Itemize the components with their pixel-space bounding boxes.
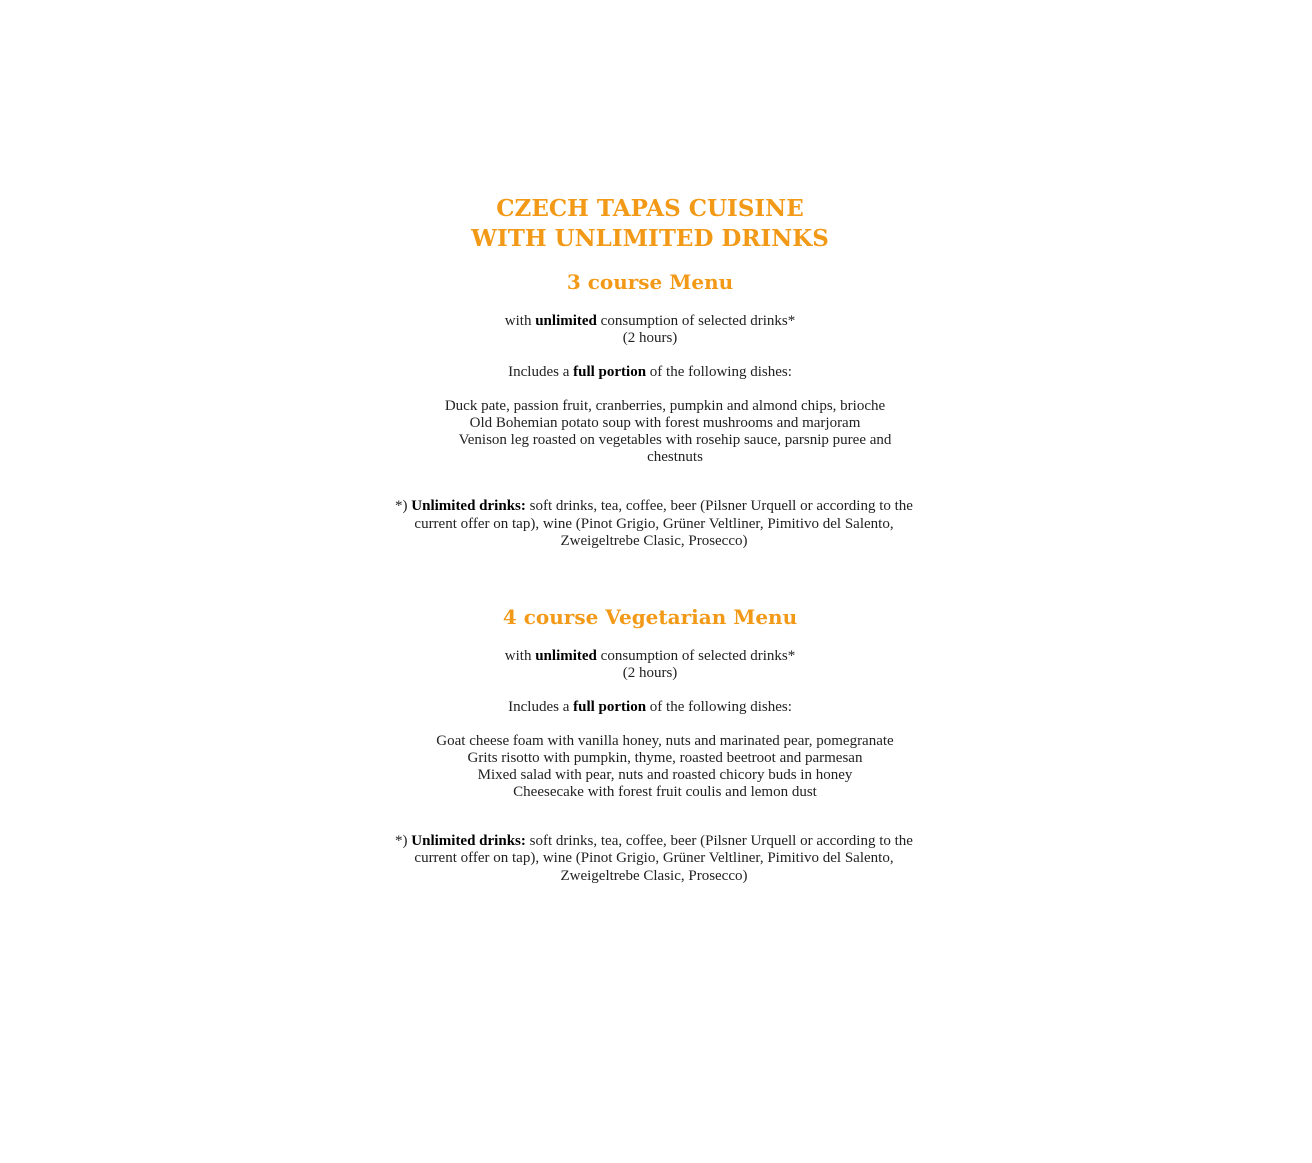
dish-item: Mixed salad with pear, nuts and roasted chicory buds in honey [477, 766, 853, 783]
title-line-1: CZECH TAPAS CUISINE [496, 195, 804, 222]
dish-item: Venison leg roasted on vegetables with rosehip sauce, parsnip puree and chestnuts [458, 432, 892, 465]
consumption-line: with unlimited consumption of selected drinks* [504, 313, 796, 329]
page-title [380, 194, 920, 254]
full-portion-label: full portion [573, 364, 647, 380]
unlimited-drinks-label: Unlimited drinks: [411, 498, 526, 514]
menu-page [380, 194, 920, 885]
unlimited-drinks-label: Unlimited drinks: [411, 832, 526, 849]
menu-heading: 3 course Menu [566, 270, 734, 294]
unlimited-label: unlimited [535, 647, 597, 664]
dish-item: Old Bohemian potato soup with forest mushrooms and marjoram [469, 415, 861, 431]
title-line-2: WITH UNLIMITED DRINKS [471, 225, 829, 252]
dish-list [380, 398, 920, 466]
unlimited-label: unlimited [535, 313, 597, 329]
consumption-line: with unlimited consumption of selected drinks* [504, 647, 796, 664]
menu-heading: 4 course Vegetarian Menu [502, 604, 798, 629]
includes-line: Includes a full portion of the following dishes: [508, 364, 792, 380]
includes-line: Includes a full portion of the following dishes: [508, 698, 792, 715]
drinks-footnote: *) Unlimited drinks: soft drinks, tea, coffee, beer (Pilsner Urquell or according to the current offer on tap), wine (Pinot Grigio, Grüner Veltliner, Pimitivo del Salento, Zweigeltrebe Clasic, Prosecco) [395, 498, 913, 549]
menu-section-3-course [380, 268, 920, 551]
duration: (2 hours) [622, 330, 678, 346]
menu-section-4-course-vegetarian [380, 603, 920, 886]
dish-item: Duck pate, passion fruit, cranberries, pumpkin and almond chips, brioche [444, 398, 886, 414]
drinks-footnote: *) Unlimited drinks: soft drinks, tea, coffee, beer (Pilsner Urquell or according to the current offer on tap), wine (Pinot Grigio, Grüner Veltliner, Pimitivo del Salento, Zweigeltrebe Clasic, Prosecco) [395, 832, 913, 884]
duration: (2 hours) [622, 664, 678, 681]
dish-list [380, 733, 920, 801]
dish-item: Grits risotto with pumpkin, thyme, roasted beetroot and parmesan [467, 749, 863, 766]
dish-item: Cheesecake with forest fruit coulis and lemon dust [513, 783, 817, 800]
dish-item: Goat cheese foam with vanilla honey, nuts and marinated pear, pomegranate [436, 732, 894, 749]
full-portion-label: full portion [573, 698, 647, 715]
